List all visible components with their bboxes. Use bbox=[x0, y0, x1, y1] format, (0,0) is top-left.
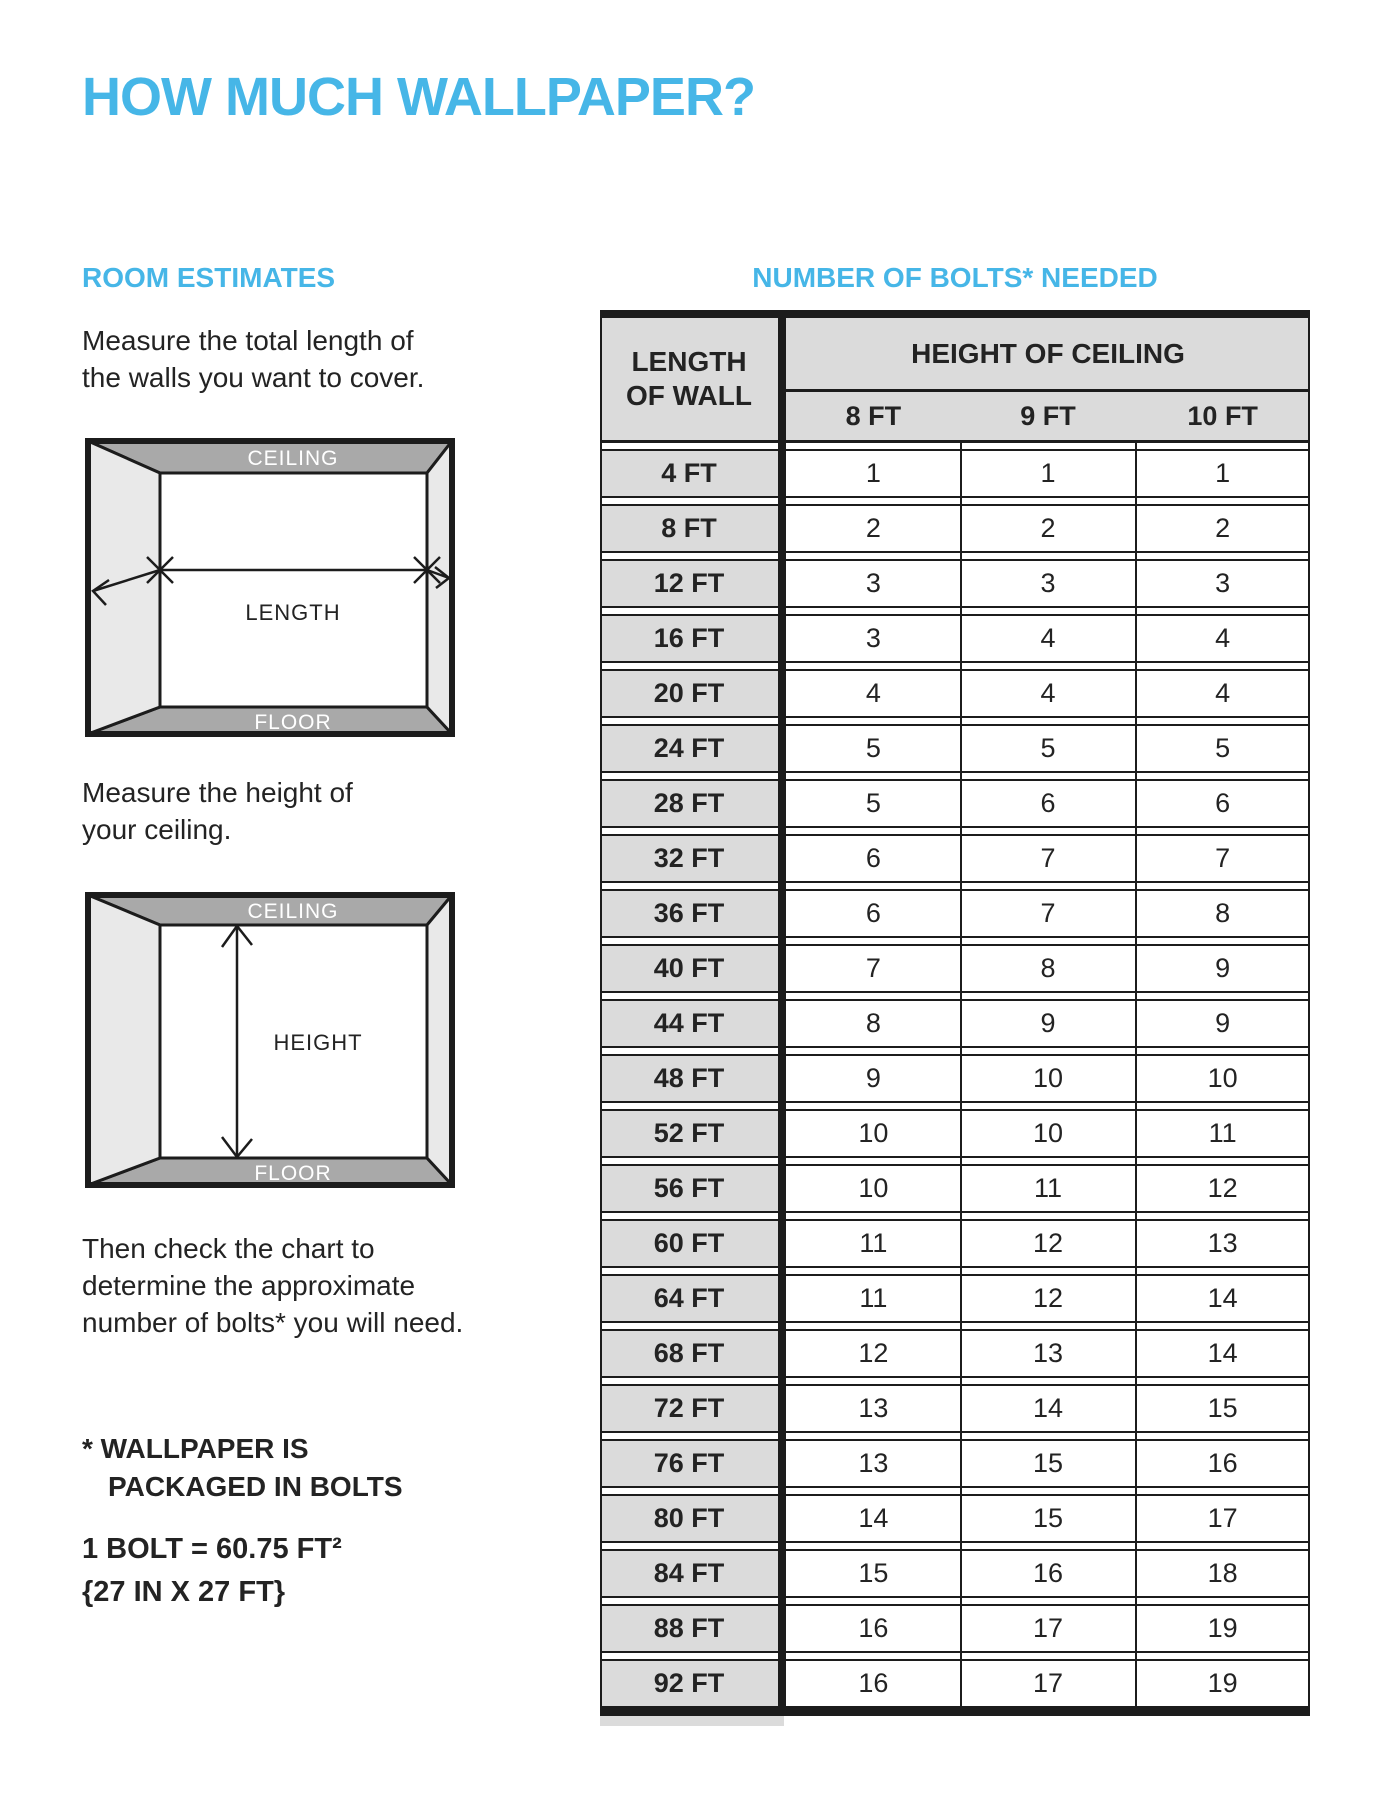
bolt-count-cell: 15 bbox=[1032, 1503, 1064, 1533]
table-row bbox=[600, 1219, 1310, 1268]
bolt-count-cell: 3 bbox=[1215, 568, 1231, 598]
height-of-ceiling-header: HEIGHT OF CEILING bbox=[786, 318, 1310, 392]
bolt-count-cell: 12 bbox=[1207, 1173, 1238, 1203]
floor-label: FLOOR bbox=[254, 711, 332, 734]
instruction-step-2 bbox=[82, 774, 353, 848]
length-label: LENGTH bbox=[245, 600, 341, 625]
bolt-count-cell: 3 bbox=[865, 568, 881, 598]
instruction-line: determine the approximate bbox=[82, 1270, 416, 1301]
row-label: 88 FT bbox=[600, 1606, 778, 1651]
row-label: 28 FT bbox=[600, 781, 778, 826]
bolt-count-cell: 5 bbox=[865, 733, 881, 763]
bolt-count-cell: 4 bbox=[1040, 678, 1056, 708]
bolt-count-cell: 14 bbox=[1207, 1283, 1238, 1313]
table-row bbox=[600, 834, 1310, 883]
table-footer-strip bbox=[600, 1716, 784, 1726]
footnote-line: PACKAGED IN BOLTS bbox=[108, 1471, 403, 1502]
row-label: 4 FT bbox=[600, 451, 778, 496]
bolt-count-cell: 18 bbox=[1207, 1558, 1238, 1588]
column-header-8ft: 8 FT bbox=[845, 400, 902, 431]
bolt-count-cell: 10 bbox=[1207, 1063, 1238, 1093]
row-label: 76 FT bbox=[600, 1441, 778, 1486]
header-line: OF WALL bbox=[626, 380, 752, 411]
bolt-count-cell: 6 bbox=[865, 843, 881, 873]
table-row bbox=[600, 1494, 1310, 1543]
table-body bbox=[600, 443, 1310, 1708]
wallpaper-bolts-footnote bbox=[82, 1430, 403, 1506]
right-wall bbox=[427, 441, 452, 734]
footnote-line: * WALLPAPER IS bbox=[82, 1433, 309, 1464]
bolt-count-cell: 7 bbox=[1040, 843, 1056, 873]
table-row bbox=[600, 1329, 1310, 1378]
bolt-count-cell: 8 bbox=[1040, 953, 1056, 983]
table-row bbox=[600, 559, 1310, 608]
bolt-count-cell: 4 bbox=[1040, 623, 1056, 653]
bolt-size-line: {27 IN X 27 FT} bbox=[82, 1576, 286, 1608]
instruction-line: number of bolts* you will need. bbox=[82, 1307, 464, 1338]
left-wall bbox=[88, 895, 160, 1185]
header-line: LENGTH bbox=[631, 346, 747, 377]
bolt-size-note bbox=[82, 1528, 342, 1614]
instruction-line: your ceiling. bbox=[82, 814, 232, 845]
table-row bbox=[600, 614, 1310, 663]
table-row bbox=[600, 724, 1310, 773]
bolt-count-cell: 6 bbox=[1215, 788, 1231, 818]
row-label: 80 FT bbox=[600, 1496, 778, 1541]
bolt-count-cell: 9 bbox=[1215, 953, 1231, 983]
bolt-count-cell: 11 bbox=[859, 1228, 888, 1258]
height-of-ceiling-header-group bbox=[786, 318, 1310, 440]
table-row bbox=[600, 504, 1310, 553]
bolt-count-cell: 9 bbox=[1215, 1008, 1231, 1038]
bolt-count-cell: 6 bbox=[865, 898, 881, 928]
bolt-count-cell: 11 bbox=[859, 1283, 888, 1313]
bolt-count-cell: 13 bbox=[858, 1393, 889, 1423]
bolt-count-cell: 2 bbox=[1040, 513, 1056, 543]
instruction-line: Then check the chart to bbox=[82, 1233, 375, 1264]
height-label: HEIGHT bbox=[273, 1030, 363, 1055]
instruction-line: Measure the height of bbox=[82, 777, 353, 808]
row-label: 52 FT bbox=[600, 1111, 778, 1156]
bolt-count-cell: 13 bbox=[1207, 1228, 1238, 1258]
row-label: 84 FT bbox=[600, 1551, 778, 1596]
bolt-count-cell: 8 bbox=[1215, 898, 1231, 928]
right-wall bbox=[427, 895, 452, 1185]
column-header-10ft: 10 FT bbox=[1187, 400, 1258, 431]
bolt-count-cell: 5 bbox=[865, 788, 881, 818]
row-label: 40 FT bbox=[600, 946, 778, 991]
bolt-count-cell: 12 bbox=[1032, 1283, 1064, 1313]
table-row bbox=[600, 1439, 1310, 1488]
bolt-count-cell: 5 bbox=[1215, 733, 1231, 763]
bolt-count-cell: 19 bbox=[1207, 1668, 1238, 1698]
table-thick-divider bbox=[778, 310, 786, 1716]
bolt-count-cell: 13 bbox=[858, 1448, 889, 1478]
row-label: 24 FT bbox=[600, 726, 778, 771]
table-row bbox=[600, 779, 1310, 828]
bolt-count-cell: 17 bbox=[1032, 1613, 1064, 1643]
page-title: HOW MUCH WALLPAPER? bbox=[82, 67, 755, 127]
floor-label: FLOOR bbox=[254, 1162, 332, 1185]
bolt-count-cell: 14 bbox=[858, 1503, 889, 1533]
table-header bbox=[600, 318, 1310, 443]
length-of-wall-header bbox=[600, 318, 778, 440]
bolt-count-cell: 10 bbox=[1032, 1063, 1064, 1093]
bolt-count-cell: 3 bbox=[865, 623, 881, 653]
row-label: 44 FT bbox=[600, 1001, 778, 1046]
bolt-count-cell: 17 bbox=[1032, 1668, 1064, 1698]
bolt-count-cell: 16 bbox=[1032, 1558, 1064, 1588]
row-label: 92 FT bbox=[600, 1661, 778, 1706]
bolt-count-cell: 15 bbox=[1207, 1393, 1238, 1423]
bolt-count-cell: 2 bbox=[865, 513, 881, 543]
instruction-line: Measure the total length of bbox=[82, 325, 414, 356]
instruction-line: the walls you want to cover. bbox=[82, 362, 425, 393]
table-column-divider bbox=[1135, 443, 1137, 1708]
bolt-size-line: 1 BOLT = 60.75 FT² bbox=[82, 1533, 342, 1565]
row-label: 16 FT bbox=[600, 616, 778, 661]
table-row bbox=[600, 1274, 1310, 1323]
bolt-count-cell: 10 bbox=[858, 1173, 889, 1203]
table-row bbox=[600, 889, 1310, 938]
table-row bbox=[600, 1659, 1310, 1708]
bolts-needed-heading: NUMBER OF BOLTS* NEEDED bbox=[752, 262, 1158, 293]
room-height-diagram bbox=[85, 892, 455, 1188]
bolt-count-cell: 11 bbox=[1208, 1118, 1237, 1148]
bolt-count-cell: 1 bbox=[865, 458, 881, 488]
table-row bbox=[600, 999, 1310, 1048]
bolt-count-cell: 3 bbox=[1040, 568, 1056, 598]
table-column-divider bbox=[960, 443, 962, 1708]
bolt-count-cell: 16 bbox=[858, 1668, 889, 1698]
bolt-count-cell: 7 bbox=[1215, 843, 1231, 873]
row-label: 60 FT bbox=[600, 1221, 778, 1266]
bolt-count-cell: 4 bbox=[1215, 623, 1231, 653]
bolt-count-cell: 10 bbox=[1032, 1118, 1064, 1148]
row-label: 72 FT bbox=[600, 1386, 778, 1431]
row-label: 32 FT bbox=[600, 836, 778, 881]
row-label: 36 FT bbox=[600, 891, 778, 936]
bolt-count-cell: 15 bbox=[858, 1558, 889, 1588]
bolt-count-cell: 4 bbox=[1215, 678, 1231, 708]
column-header-9ft: 9 FT bbox=[1020, 400, 1076, 431]
ceiling-label: CEILING bbox=[247, 900, 339, 923]
bolt-count-cell: 4 bbox=[865, 678, 881, 708]
table-row bbox=[600, 1054, 1310, 1103]
ceiling-label: CEILING bbox=[247, 447, 339, 470]
row-label: 56 FT bbox=[600, 1166, 778, 1211]
table-row bbox=[600, 449, 1310, 498]
table-border-top bbox=[600, 310, 1310, 318]
bolt-count-cell: 11 bbox=[1033, 1173, 1063, 1203]
row-label: 8 FT bbox=[600, 506, 778, 551]
bolt-count-cell: 5 bbox=[1040, 733, 1056, 763]
bolt-count-cell: 9 bbox=[865, 1063, 881, 1093]
table-border-bottom bbox=[600, 1708, 1310, 1716]
table-row bbox=[600, 669, 1310, 718]
row-label: 64 FT bbox=[600, 1276, 778, 1321]
bolt-count-cell: 14 bbox=[1207, 1338, 1238, 1368]
bolt-count-cell: 2 bbox=[1215, 513, 1231, 543]
bolt-count-cell: 17 bbox=[1207, 1503, 1238, 1533]
table-border-right bbox=[1308, 318, 1310, 1708]
bolt-count-cell: 12 bbox=[858, 1338, 889, 1368]
bolt-count-cell: 7 bbox=[1040, 898, 1056, 928]
bolt-count-cell: 19 bbox=[1207, 1613, 1238, 1643]
bolt-count-cell: 16 bbox=[1207, 1448, 1238, 1478]
table-row bbox=[600, 1384, 1310, 1433]
row-label: 12 FT bbox=[600, 561, 778, 606]
bolt-count-cell: 10 bbox=[858, 1118, 889, 1148]
table-row bbox=[600, 1109, 1310, 1158]
table-row bbox=[600, 944, 1310, 993]
row-label: 68 FT bbox=[600, 1331, 778, 1376]
row-label: 48 FT bbox=[600, 1056, 778, 1101]
bolt-count-cell: 13 bbox=[1032, 1338, 1064, 1368]
bolt-count-cell: 1 bbox=[1040, 458, 1056, 488]
table-row bbox=[600, 1549, 1310, 1598]
bolt-count-cell: 15 bbox=[1032, 1448, 1064, 1478]
bolt-count-cell: 9 bbox=[1040, 1008, 1056, 1038]
bolt-count-cell: 16 bbox=[858, 1613, 889, 1643]
room-estimates-heading: ROOM ESTIMATES bbox=[82, 262, 336, 293]
ceiling-height-columns bbox=[786, 392, 1310, 440]
back-wall bbox=[160, 473, 427, 707]
bolt-count-cell: 12 bbox=[1032, 1228, 1064, 1258]
bolt-count-cell: 7 bbox=[865, 953, 881, 983]
bolt-count-cell: 14 bbox=[1032, 1393, 1064, 1423]
instruction-step-1 bbox=[82, 322, 424, 396]
bolt-count-cell: 8 bbox=[865, 1008, 881, 1038]
bolt-count-cell: 1 bbox=[1215, 458, 1231, 488]
bolt-table bbox=[600, 310, 1310, 1726]
table-border-left bbox=[600, 318, 602, 1708]
bolt-count-cell: 6 bbox=[1040, 788, 1056, 818]
instruction-step-3 bbox=[82, 1230, 463, 1341]
row-label: 20 FT bbox=[600, 671, 778, 716]
room-length-diagram bbox=[85, 438, 455, 737]
table-row bbox=[600, 1604, 1310, 1653]
table-row bbox=[600, 1164, 1310, 1213]
